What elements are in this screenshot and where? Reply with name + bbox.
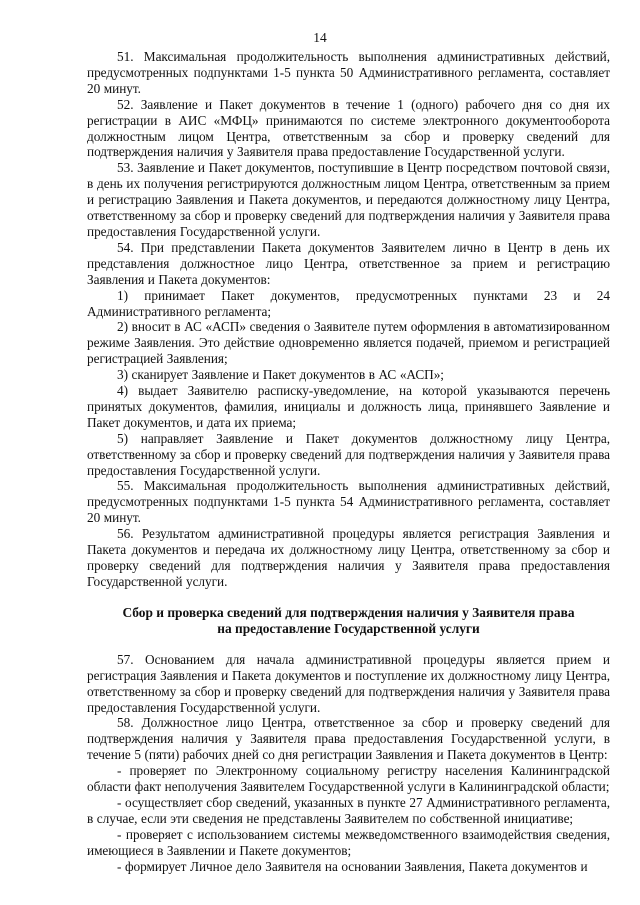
paragraph-54-item-2: 2) вносит в АС «АСП» сведения о Заявителе путем оформления в автоматизированном режиме Заявления. Это действие одновременно является подачей, приемом и регистрацией регистрацией Заявления; — [87, 319, 610, 367]
section-heading-line-2: на предоставление Государственной услуги — [217, 620, 480, 636]
paragraph-54-item-1: 1) принимает Пакет документов, предусмотренных пунктами 23 и 24 Административного регламента; — [87, 287, 610, 319]
paragraph-54-item-5: 5) направляет Заявление и Пакет документов должностному лицу Центра, ответственному за сбор и проверку сведений для подтверждения наличия у Заявителя права предоставления Государственной услуги. — [87, 430, 610, 478]
paragraph-58-item-4: - формирует Личное дело Заявителя на основании Заявления, Пакета документов и — [117, 858, 588, 874]
paragraph-53: 53. Заявление и Пакет документов, поступившие в Центр посредством почтовой связи, в день их получения регистрируются должностным лицом Центра, ответственным за прием и регистрацию Заявления и Пакета документов, и передаются должностному лицу Центра, ответственному за сбор и проверку сведений для подтверждения наличия у Заявителя права предоставления Государственной услуги. — [87, 160, 610, 239]
paragraph-55: 55. Максимальная продолжительность выполнения административных действий, предусмотренных подпунктами 1-5 пункта 54 Административного регламента, составляет 20 минут. — [87, 478, 610, 526]
paragraph-58-item-1: - проверяет по Электронному социальному регистру населения Калининградской области факт неполучения Заявителем Государственной услуги в Калининградской области; — [87, 763, 610, 795]
paragraph-52: 52. Заявление и Пакет документов в течение 1 (одного) рабочего дня со дня их регистрации в АИС «МФЦ» принимаются по системе электронного документооборота должностным лицом Центра, ответственным за сбор и проверку сведений для подтверждения наличия у Заявителя права предоставление Государственной услуги. — [87, 96, 610, 160]
paragraph-54-item-3: 3) сканирует Заявление и Пакет документов в АС «АСП»; — [117, 367, 444, 383]
page-number: 14 — [313, 30, 327, 45]
paragraph-51: 51. Максимальная продолжительность выполнения административных действий, предусмотренных подпунктами 1-5 пункта 50 Административного регламента, составляет 20 минут. — [87, 49, 610, 96]
paragraph-58-item-2: - осуществляет сбор сведений, указанных в пункте 27 Административного регламента, в случае, если эти сведения не представлены Заявителем по собственной инициативе; — [87, 794, 610, 826]
paragraph-54-item-4: 4) выдает Заявителю расписку-уведомление, на которой указываются перечень принятых документов, фамилия, инициалы и должность лица, принявшего Заявление и Пакет документов, и дата их приема; — [87, 383, 610, 430]
paragraph-58: 58. Должностное лицо Центра, ответственное за сбор и проверку сведений для подтверждения наличия у Заявителя права предоставления Государственной услуги, в течение 5 (пяти) рабочих дней со дня регистрации Заявления и Пакета документов в Центр: — [87, 715, 610, 763]
paragraph-56: 56. Результатом административной процедуры является регистрация Заявления и Пакета документов и передача их должностному лицу Центра, ответственному за сбор и проверку сведений для подтверждения наличия у Заявителя права предоставления Государственной услуги. — [87, 526, 610, 589]
section-heading-line-1: Сбор и проверка сведений для подтверждения наличия у Заявителя права — [122, 604, 575, 620]
paragraph-58-item-3: - проверяет с использованием системы межведомственного взаимодействия сведения, имеющиеся в Заявлении и Пакете документов; — [87, 826, 610, 858]
section-heading — [87, 605, 610, 637]
paragraph-54: 54. При представлении Пакета документов Заявителем лично в Центр в день их представления должностное лицо Центра, ответственное за прием и регистрацию Заявления и Пакета документов: — [87, 239, 610, 287]
page-content — [87, 49, 610, 875]
paragraph-57: 57. Основанием для начала административной процедуры является прием и регистрация Заявления и Пакета документов и поступление их должностному лицу Центра, ответственному за сбор и проверку сведений для подтверждения наличия у Заявителя права предоставления Государственной услуги. — [87, 651, 610, 715]
